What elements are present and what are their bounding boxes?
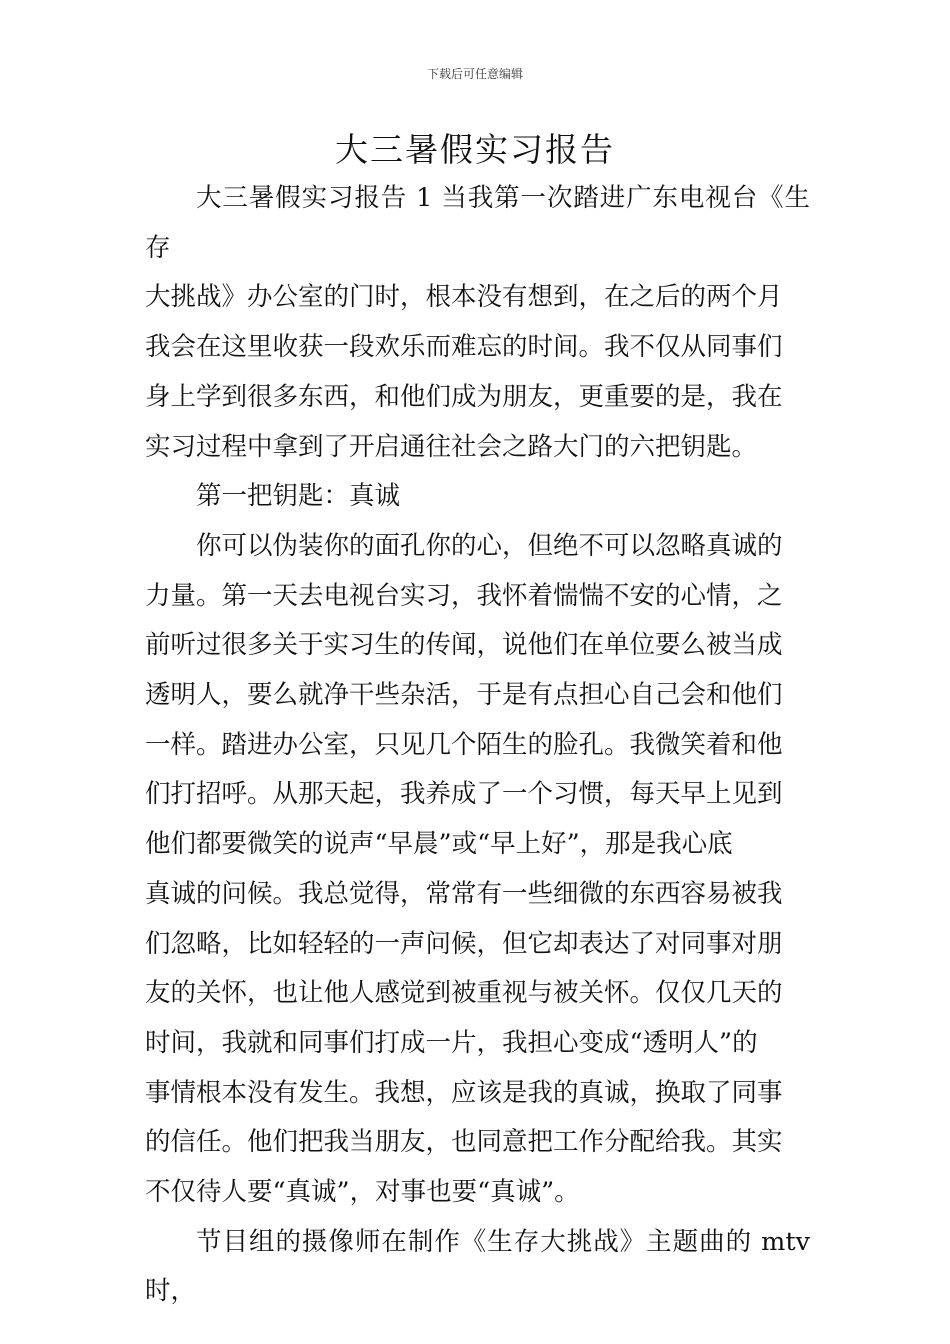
text-line: 一样。踏进办公室，只见几个陌生的脸孔。我微笑着和他 (145, 729, 783, 760)
text-line: 力量。第一天去电视台实习，我怀着惴惴不安的心情，之 (145, 580, 783, 611)
text-line: 事情根本没有发生。我想，应该是我的真诚，换取了同事 (145, 1077, 783, 1108)
document-body (145, 174, 810, 1317)
text-line: 们打招呼。从那天起，我养成了一个习惯，每天早上见到 (145, 779, 783, 810)
text-line: 前听过很多关于实习生的传闻，说他们在单位要么被当成 (145, 630, 783, 661)
paragraph-sincerity (145, 522, 810, 1218)
text-line: 他们都要微笑的说声“早晨”或“早上好”，那是我心底 (145, 829, 733, 860)
text-line: 大三暑假实习报告 1 当我第一次踏进广东电视台《生存 (145, 183, 810, 263)
text-line: 真诚的问候。我总觉得，常常有一些细微的东西容易被我 (145, 878, 783, 909)
text-line: 你可以伪装你的面孔你的心，但绝不可以忽略真诚的 (196, 530, 783, 561)
text-line: 时间，我就和同事们打成一片，我担心变成“透明人”的 (145, 1027, 758, 1058)
text-line: 身上学到很多东西，和他们成为朋友，更重要的是，我在 (145, 381, 783, 412)
text-line: 不仅待人要“真诚”，对事也要“真诚”。 (145, 1177, 580, 1208)
paragraph-intro (145, 174, 810, 472)
text-line: 实习过程中拿到了开启通往社会之路大门的六把钥匙。 (145, 431, 758, 462)
text-line: 第一把钥匙：真诚 (196, 481, 401, 512)
text-line: 的信任。他们把我当朋友，也同意把工作分配给我。其实 (145, 1127, 783, 1158)
text-line: 节目组的摄像师在制作《生存大挑战》主题曲的 mtv 时， (145, 1226, 810, 1307)
text-line: 友的关怀，也让他人感觉到被重视与被关怀。仅仅几天的 (145, 978, 783, 1009)
paragraph-cameraman (145, 1218, 810, 1317)
document-title: 大三暑假实习报告 (335, 130, 615, 169)
text-line: 我会在这里收获一段欢乐而难忘的时间。我不仅从同事们 (145, 332, 783, 363)
text-line: 透明人，要么就净干些杂活，于是有点担心自己会和他们 (145, 680, 783, 711)
text-line: 大挑战》办公室的门时，根本没有想到，在之后的两个月 (145, 282, 783, 313)
text-line: 们忽略，比如轻轻的一声问候，但它却表达了对同事对朋 (145, 928, 783, 959)
header-note: 下载后可任意编辑 (426, 67, 523, 81)
section-heading-first-key (145, 472, 810, 522)
